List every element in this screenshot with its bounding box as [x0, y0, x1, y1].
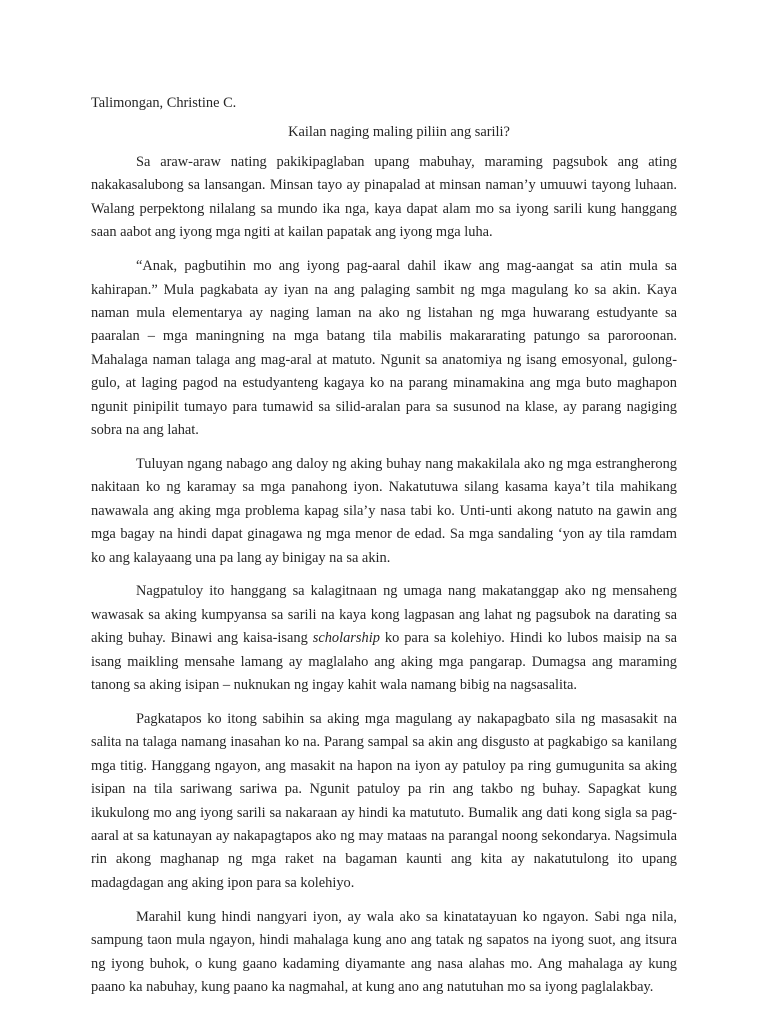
essay-body — [91, 151, 677, 1010]
paragraph-2: “Anak, pagbutihin mo ang iyong pag-aaral dahil ikaw ang mag-aangat sa atin mula sa kahirapan.” Mula pagkabata ay iyan na ang palaging sambit ng mga magulang ko sa akin. Kaya naman mula elementarya ay naging laman na ako ng listahan ng mga huwarang estudyante sa paaralan – mga maningning na mga batang tila mabilis makararating patungo sa paroroonan. Mahalaga naman talaga ang mag-aral at matuto. Ngunit sa anatomiya ng isang emosyonal, gulong-gulo, at laging pagod na estudyanteng kagaya ko na parang minamakina ang mga buto maghapon ngunit pinipilit tumayo para tumawid sa silid-aralan para sa susunod na klase, ay parang nagiging sobra na ang lahat. — [91, 258, 677, 438]
paragraph-5: Pagkatapos ko itong sabihin sa aking mga magulang ay nakapagbato sila ng masasakit na salita na talaga namang inasahan ko na. Parang sampal sa akin ang disgusto at pagkabigo sa kanilang mga titig. Hanggang ngayon, ang masakit na hapon na iyon ay patuloy pa ring gumugunita sa aking isipan na tila sariwang sariwa pa. Ngunit patuloy pa rin ang takbo ng buhay. Sapagkat kung ikukulong mo ang iyong sarili sa nakaraan ay hindi ka matututo. Bumalik ang dati kong sigla sa pag-aaral at sa katunayan ay nakapagtapos ako ng may mataas na parangal noong sekondarya. Nagsimula rin akong maghanap ng mga raket na bagaman kaunti ang kita ay nakatutulong ito upang madagdagan ang aking ipon para sa kolehiyo. — [91, 710, 677, 891]
paragraph-3: Tuluyan ngang nabago ang daloy ng aking buhay nang makakilala ako ng mga estrangherong nakitaan ko ng karamay sa mga panahong iyon. Nakatutuwa silang kasama kaya’t tila mahikang nawawala ang aking mga problema kapag sila’y nasa tabi ko. Unti-unti akong natuto na gawin ang mga bagay na hindi dapat ginagawa ng mga menor de edad. Sa mga sandaling ‘yon ay tila ramdam ko ang kalayaang una pa lang ay binigay na sa akin. — [91, 455, 677, 566]
essay-title: Kailan naging maling piliin ang sarili? — [288, 124, 510, 140]
author-name: Talimongan, Christine C. — [91, 95, 237, 111]
paragraph-4-text-before: Nagpatuloy ito hanggang sa kalagitnaan ng umaga nang makatanggap ako ng mensaheng wawasak sa aking kumpyansa sa sarili na kaya kong lagpasan ang lahat ng pagsubok na darating sa aking buhay. Binawi ang kaisa-isang — [91, 583, 677, 647]
paragraph-6: Marahil kung hindi nangyari iyon, ay wala ako sa kinatatayuan ko ngayon. Sabi nga nila, sampung taon mula ngayon, hindi mahalaga kung ano ang tatak ng sapatos na iyong suot, ang itsura ng iyong buhok, o kung gaano kadaming diyamante ang nasa alahas mo. Ang mahalaga ay kung paano ka nabuhay, kung paano ka nagmahal, at kung ano ang natutuhan mo sa iyong paglalakbay. — [91, 908, 677, 995]
paragraph-4 — [91, 580, 677, 697]
paragraph-4-text-after: ko para sa kolehiyo. Hindi ko lubos maisip na sa isang maikling mensahe lamang ay maglalaho ang aking mga pangarap. Dumagsa ang maraming tanong sa aking isipan – nuknukan ng ingay kahit wala namang bibig na nagsasalita. — [91, 630, 677, 694]
scholarship-emphasis: scholarship — [312, 630, 380, 647]
paragraph-1: Sa araw-araw nating pakikipaglaban upang mabuhay, maraming pagsubok ang ating nakakasalubong sa lansangan. Minsan tayo ay pinapalad at minsan naman’y umuuwi tayong luhaan. Walang perpektong nilalang sa mundo ika nga, kaya dapat alam mo sa iyong sarili kung hanggang saan aabot ang iyong mga ngiti at kailan papatak ang iyong mga luha. — [91, 154, 677, 241]
